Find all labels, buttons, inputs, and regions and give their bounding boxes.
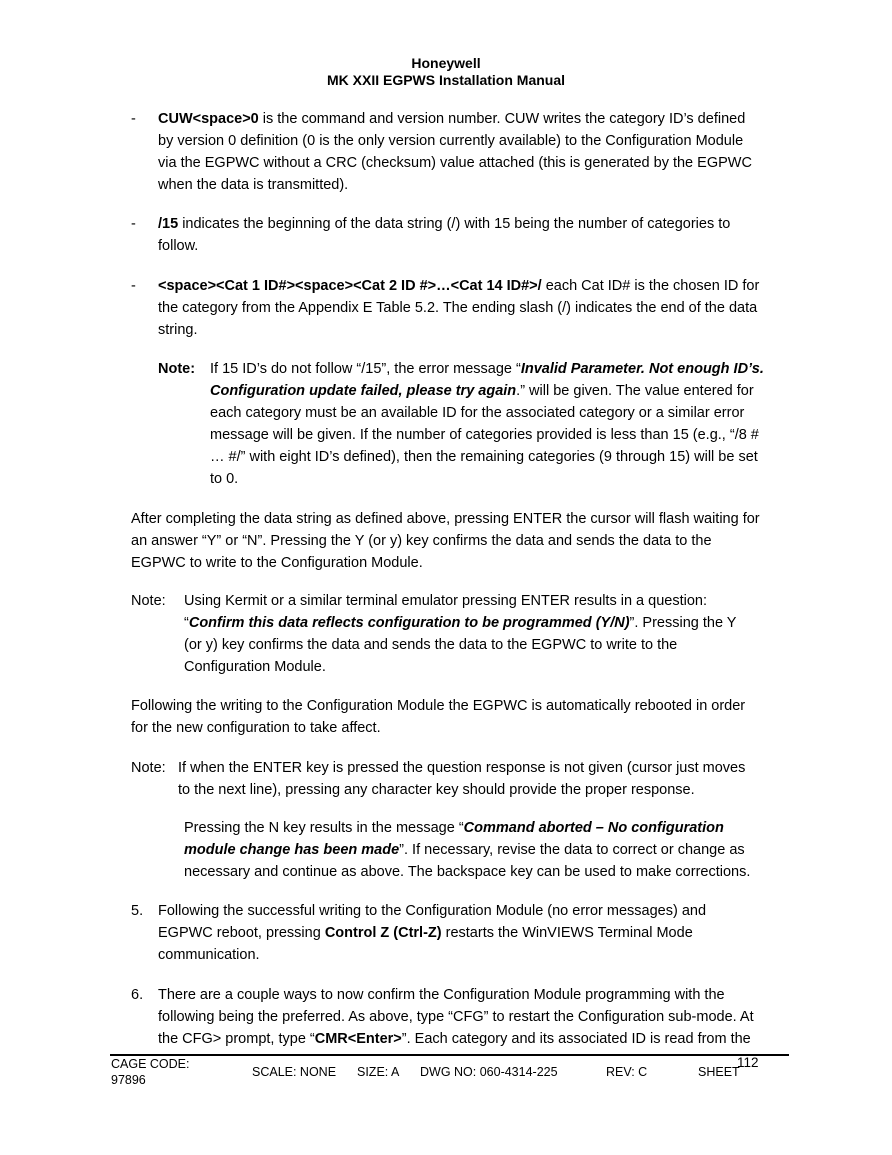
cuw-command: CUW<space>0: [158, 111, 259, 127]
slash15-text: indicates the beginning of the data string (/) with 15 being the number of categories to follow.: [158, 216, 731, 254]
footer-dwg-number: DWG NO: 060-4314-225: [420, 1065, 558, 1079]
note3-text: If when the ENTER key is pressed the question response is not given (cursor just moves to the next line), pressing any character key should provide the proper response.: [178, 760, 746, 798]
note1-error-message: Invalid Parameter. Not enough ID’s. Configuration update failed, please try again: [210, 361, 764, 399]
space-cat-text: each Cat ID# is the chosen ID for the category from the Appendix E Table 5.2. The ending slash (/) indicates the end of the data string.: [158, 278, 760, 338]
note3-abort-message: Command aborted – No configuration module change has been made: [184, 820, 724, 858]
footer-rev: REV: C: [606, 1065, 648, 1079]
footer-cage-label: CAGE CODE:: [111, 1057, 190, 1071]
step5-key: Control Z (Ctrl-Z): [324, 925, 442, 941]
note2-question: Confirm this data reflects configuration to be programmed (Y/N): [188, 615, 630, 631]
header-title: MK XXII EGPWS Installation Manual: [326, 72, 566, 88]
step5-text: Following the successful writing to the Configuration Module (no error messages) and EGPWC reboot, pressing Control Z (Ctrl-Z) restarts the WinVIEWS Terminal Mode communication.: [158, 903, 707, 963]
footer-sheet-label: SHEET: [698, 1065, 740, 1079]
space-cat-command: <space><Cat 1 ID#><space><Cat 2 ID #>…<Cat 14 ID#>/: [158, 278, 542, 294]
dash-marker: -: [131, 111, 136, 127]
note2-label: Note:: [131, 593, 166, 609]
footer-scale: SCALE: NONE: [252, 1065, 337, 1079]
note2-text: Using Kermit or a similar terminal emulator pressing ENTER results in a question: “Confirm this data reflects configuration to be programmed (Y/N)”. Pressing the Y (or y) key confirms the data and sends the data to the EGPWC to write to the Configuration Module.: [184, 593, 737, 675]
slash15-description: [158, 213, 764, 257]
step6-number: 6.: [131, 987, 144, 1003]
paragraph-reboot: Following the writing to the Configuration Module the EGPWC is automatically rebooted in order for the new configuration to take affect.: [131, 698, 746, 736]
header-company: Honeywell: [411, 55, 481, 71]
dash-marker: -: [131, 278, 136, 294]
step5-number: 5.: [131, 903, 144, 919]
note3-abort-text: Pressing the N key results in the message “Command aborted – No configuration module change has been made”. If necessary, revise the data to correct or change as necessary and continue as above. The backspace key can be used to make corrections.: [184, 820, 751, 880]
dash-marker: -: [131, 216, 136, 232]
note3-label: Note:: [131, 760, 166, 776]
cuw-text: is the command and version number. CUW writes the category ID’s defined by version 0 definition (0 is the only version currently available) to the Configuration Module via the EGPWC without a CRC (checksum) value attached (this is generated by the EGPWC when the data is transmitted).: [158, 111, 752, 193]
space-cat-description: [158, 275, 764, 341]
footer-size: SIZE: A: [357, 1065, 400, 1079]
note1-label: Note:: [158, 361, 196, 377]
footer-rule: [110, 1054, 789, 1056]
step6-command: CMR<Enter>: [314, 1031, 402, 1047]
step6-text: There are a couple ways to now confirm the Configuration Module programming with the following being the preferred. As above, type “CFG” to restart the Configuration sub-mode. At the CFG> prompt, type “CMR<Enter>”. Each category and its associated ID is read from the: [158, 987, 754, 1047]
cuw-description: [158, 108, 764, 196]
slash15-command: /15: [158, 216, 179, 232]
footer-cage-value: 97896: [111, 1073, 146, 1087]
footer-page-number: 112: [737, 1055, 759, 1070]
paragraph-enter-confirm: After completing the data string as defined above, pressing ENTER the cursor will flash waiting for an answer “Y” or “N”. Pressing the Y (or y) key confirms the data and sends the data to the EGPWC to write to the Configuration Module.: [131, 511, 760, 571]
note1-text: If 15 ID’s do not follow “/15”, the error message “Invalid Parameter. Not enough ID’s. Configuration update failed, please try again.” will be given. The value entered for each category must be an available ID for the associated category or a similar error message will be given. If the number of categories provided is less than 15 (e.g., “/8 # … #/” with eight ID’s defined), then the remaining categories (9 through 15) will be set to 0.: [210, 361, 764, 487]
